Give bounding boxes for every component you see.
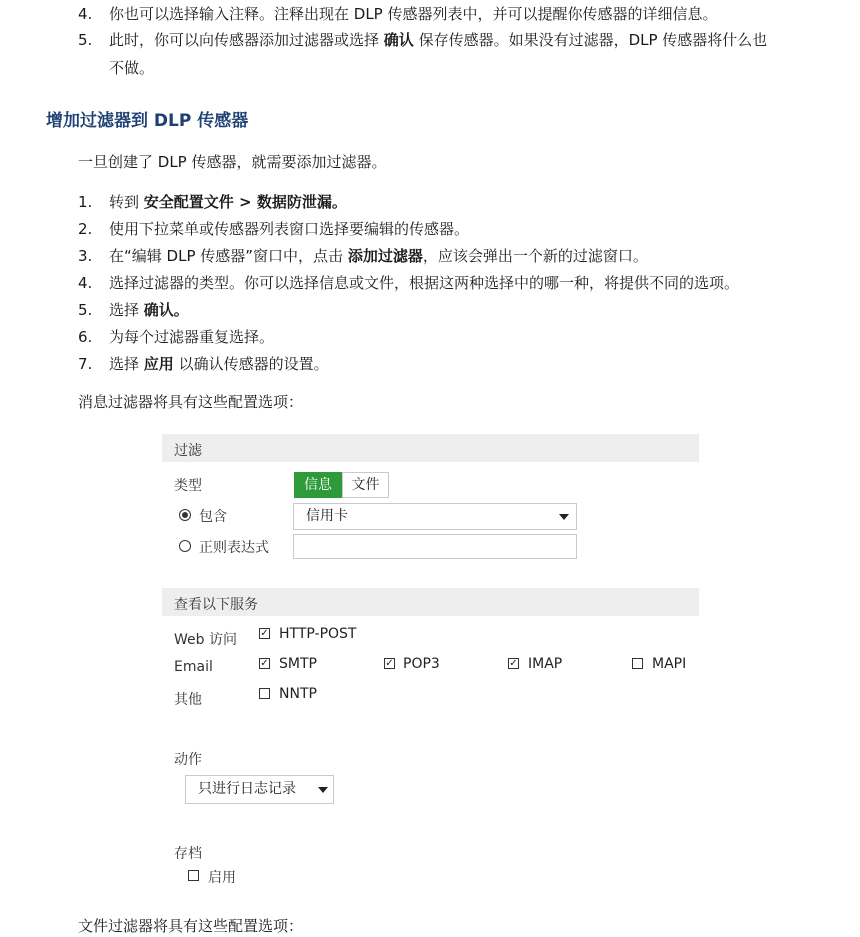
regex-label: 正则表达式 <box>199 540 269 556</box>
list-text: 你也可以选择输入注释。注释出现在 DLP 传感器列表中，并可以提醒你传感器的详细信息。 <box>109 5 718 23</box>
archive-enable-checkbox[interactable] <box>188 870 199 881</box>
step-text: 转到 安全配置文件 > 数据防泄漏。 <box>109 193 347 211</box>
imap-checkbox[interactable]: ✓ <box>509 658 518 669</box>
pop3-checkbox[interactable]: ✓ <box>385 658 394 669</box>
filter-header-bar <box>162 434 699 462</box>
step-num: 7. <box>78 355 93 373</box>
regex-input[interactable] <box>293 534 577 559</box>
step-text: 选择 确认。 <box>109 301 189 319</box>
contain-select-value: 信用卡 <box>306 508 348 524</box>
smtp-label: SMTP <box>279 656 317 672</box>
mapi-checkbox[interactable] <box>632 658 643 669</box>
smtp-checkbox[interactable]: ✓ <box>260 658 269 669</box>
step-num: 6. <box>78 328 93 346</box>
step-num: 2. <box>78 220 93 238</box>
chevron-down-icon <box>318 787 328 793</box>
step-num: 3. <box>78 247 93 265</box>
regex-radio[interactable] <box>179 540 191 552</box>
nntp-checkbox[interactable] <box>259 688 270 699</box>
step-text: 使用下拉菜单或传感器列表窗口选择要编辑的传感器。 <box>109 220 470 238</box>
filter-title: 过滤 <box>174 443 202 459</box>
intro-text: 一旦创建了 DLP 传感器，就需要添加过滤器。 <box>78 153 387 171</box>
step-text: 选择过滤器的类型。你可以选择信息或文件，根据这两种选择中的哪一种，将提供不同的选项。 <box>109 274 740 292</box>
section-title: 增加过滤器到 DLP 传感器 <box>46 111 249 131</box>
chevron-down-icon <box>559 514 569 520</box>
step-text: 选择 应用 以确认传感器的设置。 <box>109 355 329 373</box>
action-select-value: 只进行日志记录 <box>198 781 296 797</box>
email-label: Email <box>174 659 213 675</box>
services-title: 查看以下服务 <box>174 597 258 613</box>
archive-enable-label: 启用 <box>208 870 236 886</box>
web-label: Web 访问 <box>174 632 237 648</box>
contain-label: 包含 <box>199 509 227 525</box>
type-file-button[interactable]: 文件 <box>342 472 389 498</box>
file-filter-caption: 文件过滤器将具有这些配置选项： <box>78 917 304 935</box>
type-label: 类型 <box>174 478 202 494</box>
contain-radio[interactable] <box>179 509 191 521</box>
http-post-checkbox[interactable]: ✓ <box>260 628 269 639</box>
step-num: 5. <box>78 301 93 319</box>
pop3-label: POP3 <box>403 656 440 672</box>
step-text: 为每个过滤器重复选择。 <box>109 328 275 346</box>
contain-select[interactable] <box>293 503 577 530</box>
imap-label: IMAP <box>528 656 563 672</box>
type-message-button[interactable]: 信息 <box>294 472 342 498</box>
mapi-label: MAPI <box>652 656 687 672</box>
other-label: 其他 <box>174 692 202 708</box>
list-text-continued: 不做。 <box>109 59 155 77</box>
message-filter-caption: 消息过滤器将具有这些配置选项： <box>78 393 304 411</box>
list-text: 此时，你可以向传感器添加过滤器或选择 确认 保存传感器。如果没有过滤器，DLP 传感器将什么也 <box>109 31 768 49</box>
step-text: 在“编辑 DLP 传感器”窗口中，点击 添加过滤器，应该会弹出一个新的过滤窗口。 <box>109 247 648 265</box>
step-num: 1. <box>78 193 93 211</box>
list-num: 4. <box>78 5 93 23</box>
action-select[interactable] <box>185 775 334 804</box>
nntp-label: NNTP <box>279 686 317 702</box>
step-num: 4. <box>78 274 93 292</box>
http-post-label: HTTP-POST <box>279 626 357 642</box>
list-num: 5. <box>78 31 93 49</box>
action-label: 动作 <box>174 752 202 768</box>
archive-label: 存档 <box>174 846 202 862</box>
